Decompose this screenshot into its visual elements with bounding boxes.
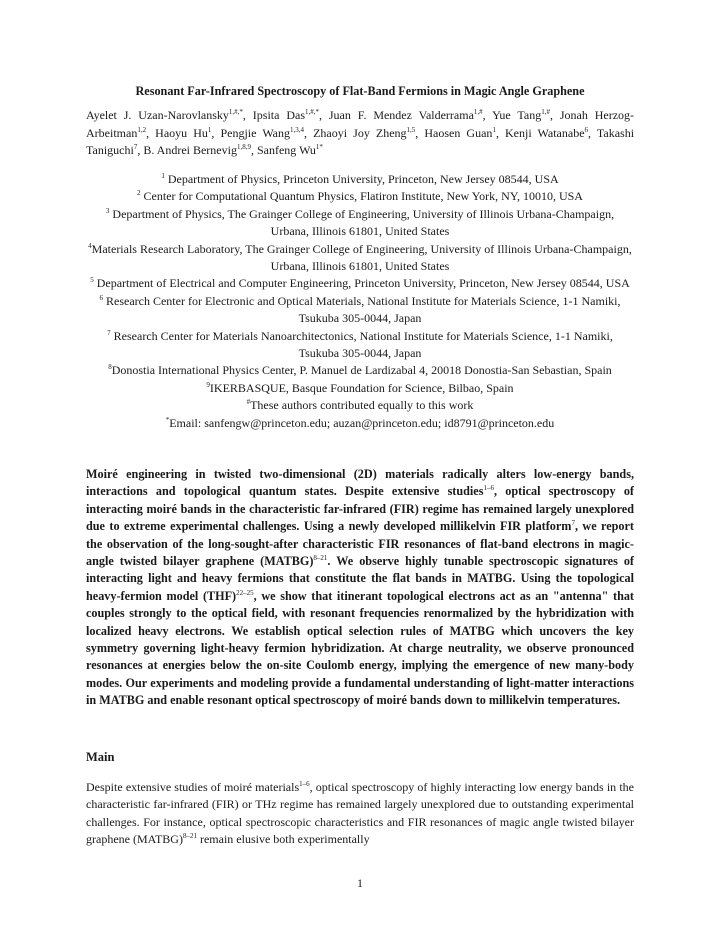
author-affiliation-mark: 1,#,* xyxy=(305,108,319,116)
author-affiliation-mark: 1,# xyxy=(541,108,550,116)
author-affiliation-mark: 1,3,4 xyxy=(290,125,305,134)
author-affiliation-mark: 6 xyxy=(584,125,589,134)
author-affiliation-mark: 1,#,* xyxy=(228,108,243,116)
author-affiliation-mark: 1,8,9 xyxy=(236,143,251,152)
author-name: Ayelet J. Uzan-Narovlansky xyxy=(86,108,229,122)
affiliation-text: Center for Computational Quantum Physics, Flatiron Institute, New York, NY, 10010, USA xyxy=(140,189,583,204)
affiliation-text: Donostia International Physics Center, P. Manuel de Lardizabal 4, 20018 Donostia-San Sebastian, Spain xyxy=(111,363,612,378)
author-separator: , xyxy=(415,125,425,140)
author-separator: , xyxy=(549,108,560,122)
section-heading-main: Main xyxy=(86,750,115,764)
affiliation-text: These authors contributed equally to this work xyxy=(250,398,474,413)
author-name: Haoyu Hu xyxy=(155,125,208,140)
main-text-segment: , optical spectroscopy of highly interacting low energy bands in the characteristic far-infrared (FIR) or THz regime has remained largely unexplored due to outstanding experimental challenges. For instance, optical spectroscopic characteristics and FIR resonances of magic angle twisted bilayer graphene (MATBG) xyxy=(86,780,635,846)
author-affiliation-mark: 1 xyxy=(492,125,496,134)
author-affiliation-mark: 1,5 xyxy=(406,125,416,134)
abstract-text: , we show that itinerant topological electrons act as an "antenna" that couples strongly to the optical field, with resonant frequencies renormalized by the hybridization with localized heavy electrons. We establish optical selection rules of MATBG which uncovers the key symmetry governing light-heavy fermion hybridization. At charge neutrality, we observe pronounced resonances at energies below the on-site Coulomb energy, implying the emergence of new many-body modes. Our experiments and modeling provide a fundamental understanding of light-matter interactions in MATBG and enable resonant optical spectroscopy of moiré bands down to millikelvin temperatures. xyxy=(86,588,634,708)
affiliation-mark: 9 xyxy=(206,380,210,389)
citation-superscript: 8–21 xyxy=(313,553,328,562)
author-name: Ipsita Das xyxy=(252,108,305,122)
affiliation-text: IKERBASQUE, Basque Foundation for Science, Bilbao, Spain xyxy=(209,380,514,395)
affiliation-text: Department of Physics, The Grainger College of Engineering, University of Illinois Urbana-Champaign, Urbana, Illinois 61801, United States xyxy=(109,206,615,239)
citation-superscript: 8–21 xyxy=(182,831,197,840)
citation-superscript: 1–6 xyxy=(299,780,310,788)
affiliation-mark: 3 xyxy=(105,206,110,215)
author-separator: , xyxy=(137,143,144,158)
abstract-text: . We observe highly tunable spectroscopic signatures of interacting light and heavy fermions that constitute the flat bands in MATBG. Using the topological heavy-fermion model (THF) xyxy=(86,554,634,603)
author-separator: , xyxy=(482,108,493,122)
author-name: Pengjie Wang xyxy=(220,125,291,140)
affiliation-mark: 5 xyxy=(90,276,94,285)
affiliation-item xyxy=(86,415,634,432)
affiliation-text: Email: sanfengw@princeton.edu; auzan@princeton.edu; id8791@princeton.edu xyxy=(169,415,555,430)
main-paragraph xyxy=(86,779,634,848)
affiliation-mark: # xyxy=(246,398,251,407)
author-separator: , xyxy=(588,125,597,140)
affiliation-mark: 6 xyxy=(99,293,103,302)
affiliation-mark: 2 xyxy=(137,189,141,198)
author-name: Juan F. Mendez Valderrama xyxy=(328,108,474,122)
affiliation-mark: 7 xyxy=(107,328,111,337)
paper-title: Resonant Far-Infrared Spectroscopy of Flat-Band Fermions in Magic Angle Graphene xyxy=(135,84,585,98)
affiliation-item xyxy=(86,171,634,188)
affiliation-item xyxy=(86,275,634,292)
affiliation-item xyxy=(86,362,634,379)
main-text-segment: Despite extensive studies of moiré materials xyxy=(86,780,300,794)
author-separator: , xyxy=(250,143,257,158)
affiliation-text: Research Center for Materials Nanoarchitectonics, National Institute for Materials Science, 1-1 Namiki, Tsukuba 305-0044, Japan xyxy=(110,328,613,361)
author-name: Yue Tang xyxy=(492,108,542,122)
abstract-text: , we report the observation of the long-sought-after characteristic FIR resonances of flat-band electrons in magic-angle twisted bilayer graphene (MATBG) xyxy=(86,519,634,569)
author-separator: , xyxy=(146,125,156,140)
citation-superscript: 22–25 xyxy=(236,588,254,597)
affiliation-text: Department of Electrical and Computer Engineering, Princeton University, Princeton, New Jersey 08544, USA xyxy=(93,276,630,291)
affiliation-item xyxy=(86,397,634,414)
main-text-segment: remain elusive both experimentally xyxy=(196,831,370,846)
affiliation-mark: 1 xyxy=(161,172,165,180)
affiliation-item xyxy=(86,206,634,241)
affiliation-item xyxy=(86,188,634,205)
abstract-text: , optical spectroscopy of interacting moiré bands in the characteristic far-infrared (FIR) regime has remained largely unexplored due to extreme experimental challenges. Using a newly developed millikelvin FIR platform xyxy=(86,484,634,534)
affiliation-text: Research Center for Electronic and Optical Materials, National Institute for Materials Science, 1-1 Namiki, Tsukuba 305-0044, Japan xyxy=(103,293,621,326)
author-name: Zhaoyi Joy Zheng xyxy=(313,125,407,140)
affiliation-mark: 4 xyxy=(88,241,92,250)
affiliation-item xyxy=(86,328,634,363)
affiliation-text: Department of Physics, Princeton University, Princeton, New Jersey 08544, USA xyxy=(164,172,559,186)
affiliation-item xyxy=(86,380,634,397)
author-separator: , xyxy=(211,125,221,140)
author-affiliation-mark: 7 xyxy=(133,143,138,152)
author-affiliation-mark: 1,2 xyxy=(137,125,147,134)
author-name: Sanfeng Wu xyxy=(256,143,316,158)
author-separator: , xyxy=(304,125,314,140)
abstract-text: Moiré engineering in twisted two-dimensional (2D) materials radically alters low-energy bands, interactions and topological quantum states. Despite extensive studies xyxy=(86,467,634,499)
author-name: Takashi Taniguchi xyxy=(86,125,635,158)
page-number: 1 xyxy=(357,876,363,890)
author-affiliation-mark: 1,# xyxy=(473,108,483,116)
author-separator: , xyxy=(242,108,253,122)
author-name: B. Andrei Bernevig xyxy=(143,143,237,158)
author-list xyxy=(86,107,634,160)
author-separator: , xyxy=(495,125,506,140)
citation-superscript: 7 xyxy=(571,519,575,528)
author-separator: , xyxy=(319,108,329,122)
affiliation-item xyxy=(86,293,634,328)
author-affiliation-mark: 1 xyxy=(207,125,212,134)
affiliation-list xyxy=(86,171,634,432)
author-name: Jonah Herzog-Arbeitman xyxy=(86,108,635,140)
affiliation-text: Materials Research Laboratory, The Grainger College of Engineering, University of Illinois Urbana-Champaign, Urbana, Illinois 61801, United States xyxy=(91,241,632,274)
author-name: Kenji Watanabe xyxy=(505,125,585,140)
author-affiliation-mark: 1* xyxy=(315,143,323,152)
abstract xyxy=(86,466,634,710)
affiliation-mark: 8 xyxy=(108,363,112,372)
citation-superscript: 1–6 xyxy=(483,484,494,493)
affiliation-item xyxy=(86,241,634,276)
author-name: Haosen Guan xyxy=(424,125,493,140)
affiliation-mark: * xyxy=(165,415,170,424)
